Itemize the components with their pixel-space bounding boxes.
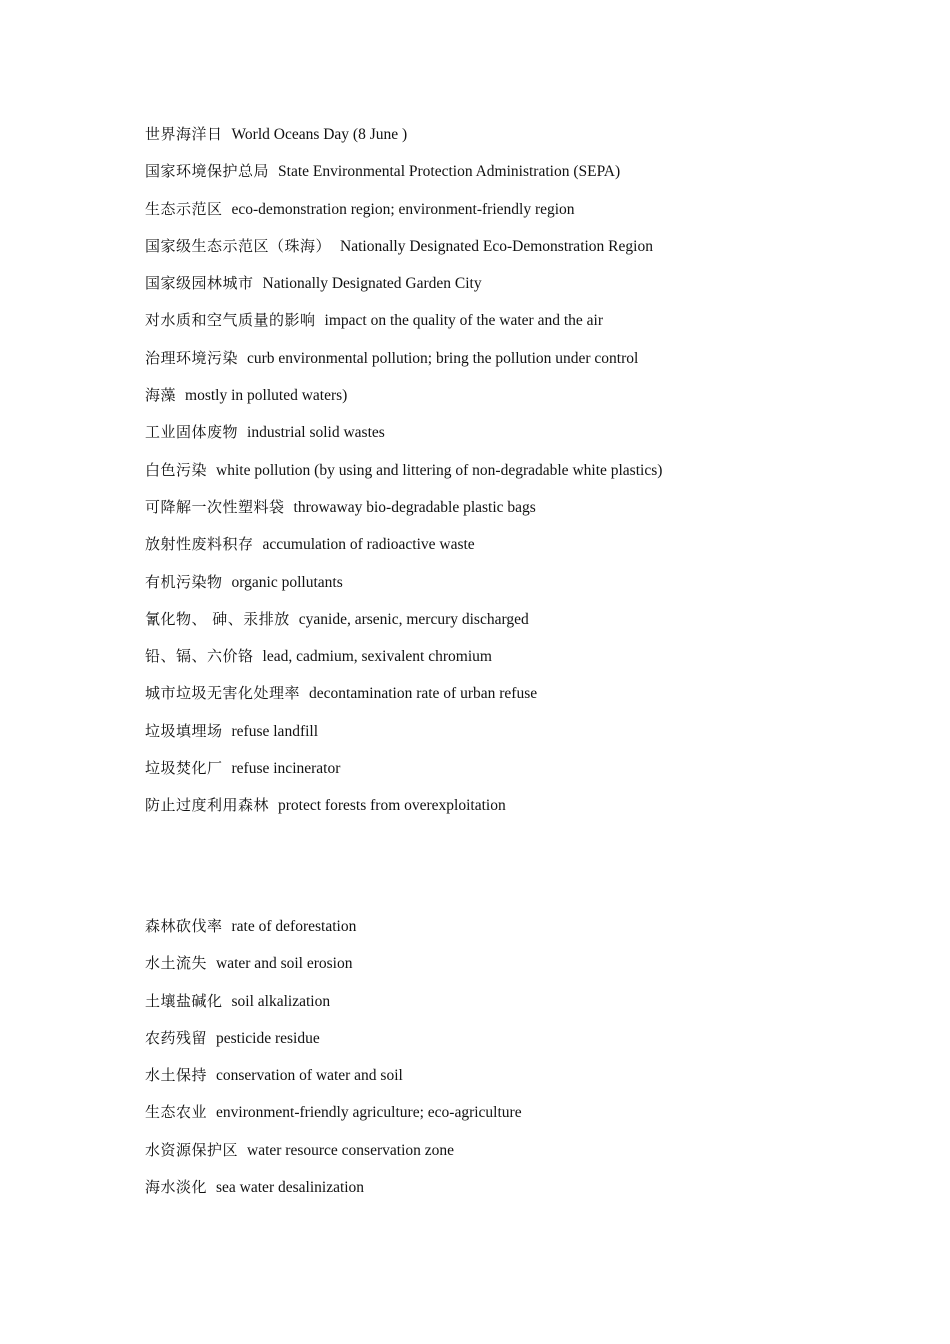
english-term: organic pollutants [231, 573, 343, 591]
glossary-entry [145, 793, 905, 830]
glossary-entry [145, 914, 905, 951]
chinese-term: 白色污染 [145, 460, 208, 479]
english-term: Nationally Designated Eco-Demonstration Region [340, 237, 653, 255]
english-term: soil alkalization [231, 992, 331, 1010]
chinese-term: 海藻 [145, 386, 177, 405]
chinese-term: 铅、镉、六价铬 [145, 647, 254, 666]
english-term: curb environmental pollution; bring the pollution under control [247, 349, 639, 367]
chinese-term: 防止过度利用森林 [145, 796, 270, 815]
glossary-entry [145, 458, 905, 495]
glossary-entry [145, 989, 905, 1026]
glossary-entry [145, 420, 905, 457]
glossary-entry [145, 1063, 905, 1100]
chinese-term: 国家级园林城市 [145, 274, 254, 293]
chinese-term: 放射性废料积存 [145, 535, 254, 554]
chinese-term: 城市垃圾无害化处理率 [145, 684, 301, 703]
chinese-term: 海水淡化 [145, 1178, 208, 1197]
english-term: sea water desalinization [216, 1179, 365, 1197]
chinese-term: 有机污染物 [145, 572, 223, 591]
glossary-entry [145, 346, 905, 383]
english-term: rate of deforestation [231, 918, 357, 935]
chinese-term: 水资源保护区 [145, 1140, 239, 1159]
english-term: water resource conservation zone [247, 1141, 455, 1159]
chinese-term: 土壤盐碱化 [145, 991, 223, 1010]
glossary-entry [145, 1138, 905, 1175]
glossary-list-2 [145, 914, 905, 1212]
glossary-entry [145, 495, 905, 532]
english-term: pesticide residue [216, 1029, 320, 1047]
english-term: throwaway bio-degradable plastic bags [293, 498, 536, 516]
glossary-entry [145, 951, 905, 988]
english-term: World Oceans Day (8 June ) [231, 126, 408, 143]
english-term: Nationally Designated Garden City [262, 275, 482, 293]
chinese-term: 世界海洋日 [145, 125, 223, 143]
english-term: water and soil erosion [216, 955, 353, 973]
glossary-entry [145, 1175, 905, 1212]
glossary-entry [145, 308, 905, 345]
glossary-entry [145, 570, 905, 607]
chinese-term: 工业固体废物 [145, 423, 239, 442]
english-term: lead, cadmium, sexivalent chromium [262, 648, 492, 666]
chinese-term: 国家环境保护总局 [145, 162, 270, 181]
glossary-entry [145, 122, 905, 159]
glossary-entry [145, 271, 905, 308]
english-term: cyanide, arsenic, mercury discharged [298, 610, 529, 628]
chinese-term: 水土保持 [145, 1066, 208, 1085]
english-term: accumulation of radioactive waste [262, 536, 475, 554]
english-term: refuse landfill [231, 722, 319, 740]
chinese-term: 治理环境污染 [145, 348, 239, 367]
chinese-term: 垃圾焚化厂 [145, 759, 223, 778]
chinese-term: 水土流失 [145, 954, 208, 973]
chinese-term: 可降解一次性塑料袋 [145, 497, 285, 516]
english-term: decontamination rate of urban refuse [309, 685, 538, 703]
glossary-entry [145, 681, 905, 718]
chinese-term: 垃圾填埋场 [145, 721, 223, 740]
chinese-term: 生态示范区 [145, 199, 223, 218]
english-term: industrial solid wastes [247, 424, 385, 442]
english-term: conservation of water and soil [216, 1067, 403, 1085]
english-term: mostly in polluted waters) [185, 387, 348, 405]
english-term: white pollution (by using and littering of non-degradable white plastics) [216, 461, 663, 479]
chinese-term: 农药残留 [145, 1028, 208, 1047]
english-term: refuse incinerator [231, 760, 341, 778]
chinese-term: 生态农业 [145, 1103, 208, 1122]
chinese-term: 氰化物、 砷、汞排放 [145, 609, 290, 628]
chinese-term: 森林砍伐率 [145, 917, 223, 935]
chinese-term: 对水质和空气质量的影响 [145, 311, 316, 330]
glossary-entry [145, 159, 905, 196]
glossary-entry [145, 383, 905, 420]
english-term: impact on the quality of the water and the air [324, 312, 603, 330]
glossary-entry [145, 234, 905, 271]
glossary-entry [145, 756, 905, 793]
english-term: environment-friendly agriculture; eco-agriculture [216, 1104, 522, 1122]
english-term: State Environmental Protection Administration (SEPA) [278, 163, 621, 181]
glossary-entry [145, 1100, 905, 1137]
glossary-entry [145, 197, 905, 234]
english-term: protect forests from overexploitation [278, 797, 506, 815]
glossary-entry [145, 607, 905, 644]
glossary-entry [145, 1026, 905, 1063]
glossary-entry [145, 644, 905, 681]
glossary-list-1 [145, 122, 905, 831]
chinese-term: 国家级生态示范区（珠海） [145, 236, 332, 255]
glossary-entry [145, 719, 905, 756]
english-term: eco-demonstration region; environment-friendly region [231, 200, 575, 218]
glossary-entry [145, 532, 905, 569]
